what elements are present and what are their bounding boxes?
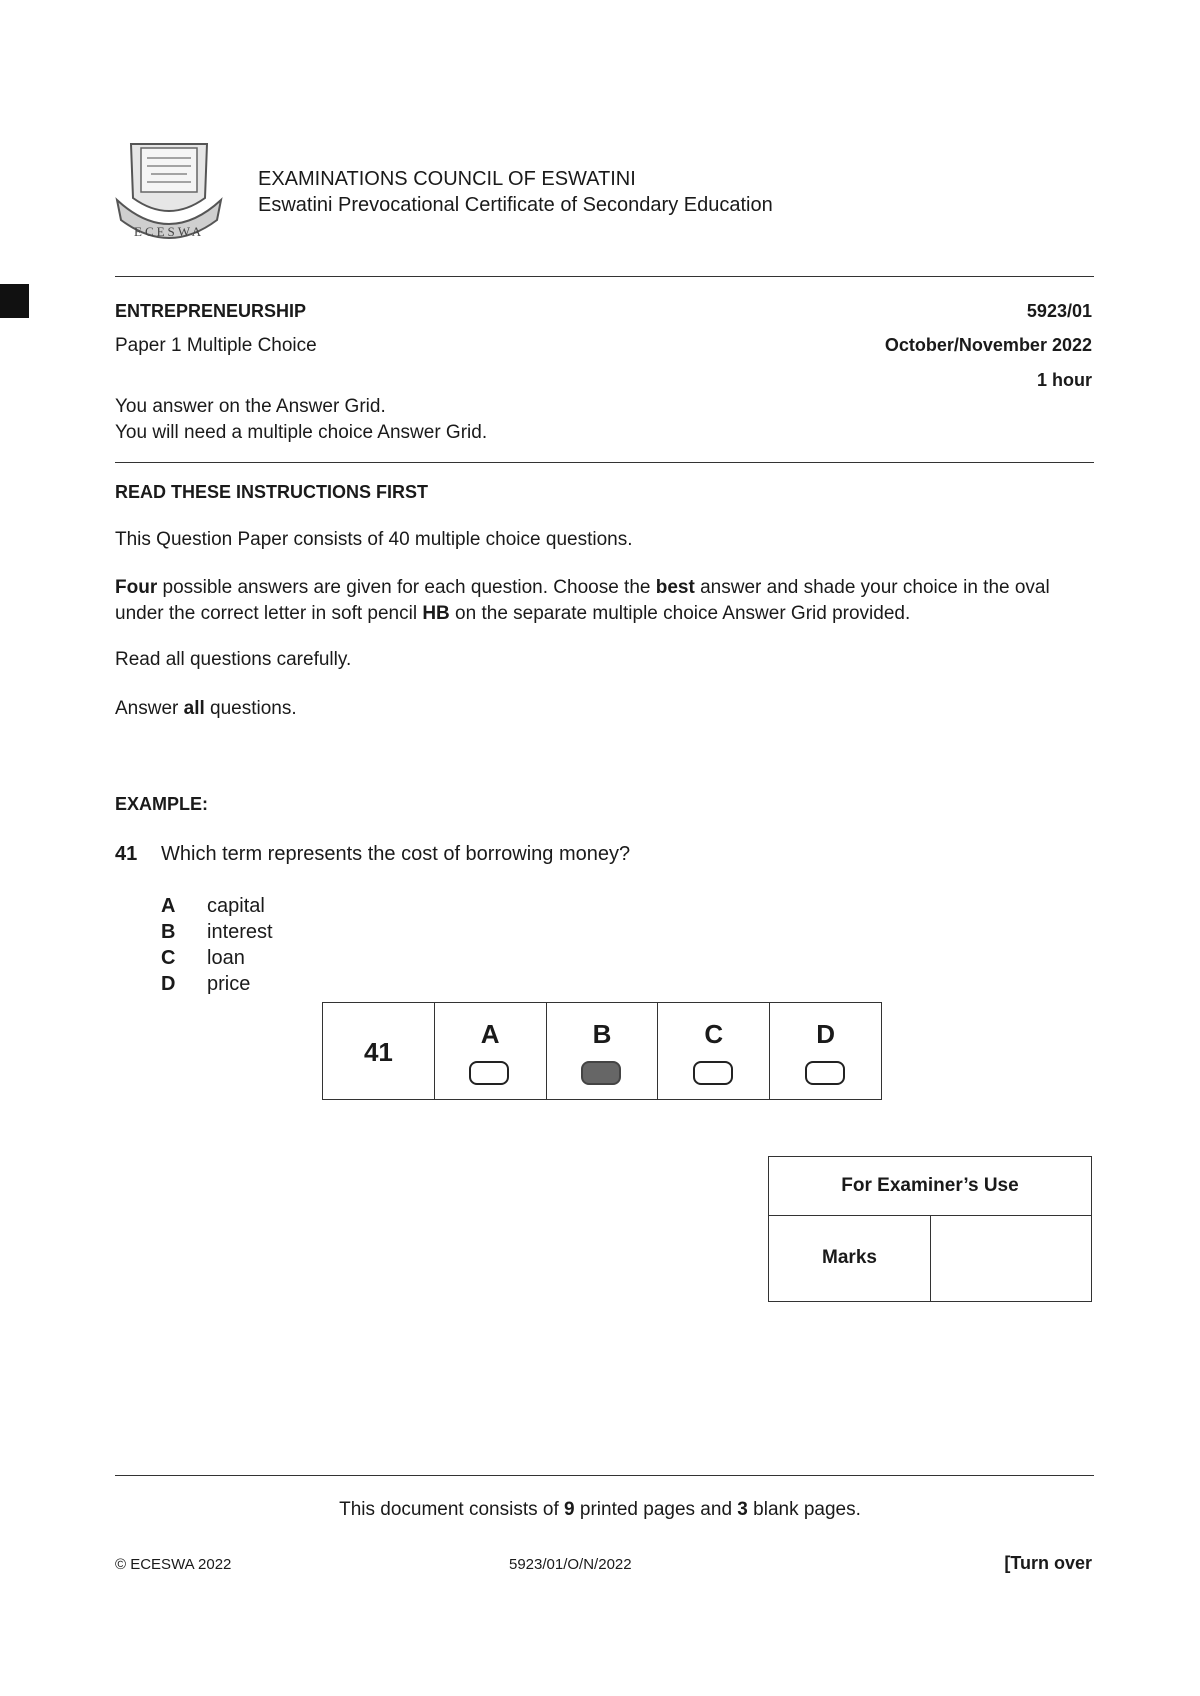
certificate-name: Eswatini Prevocational Certificate of Secondary Education xyxy=(258,194,773,216)
paper-reference: 5923/01/O/N/2022 xyxy=(509,1556,632,1573)
copyright: © ECESWA 2022 xyxy=(115,1556,232,1573)
answer-oval-b-shaded[interactable] xyxy=(581,1061,621,1085)
option-text: interest xyxy=(207,921,273,943)
paper-code: 5923/01 xyxy=(1026,301,1092,321)
grid-option-letter: A xyxy=(480,1019,500,1049)
instruction-read-carefully: Read all questions carefully. xyxy=(115,649,352,670)
page-count-text: This document consists of 9 printed pages and 3 blank pages. xyxy=(339,1499,861,1520)
council-name: EXAMINATIONS COUNCIL OF ESWATINI xyxy=(258,168,636,190)
footer-rule xyxy=(115,1475,1094,1476)
option-letter: B xyxy=(161,921,176,943)
answer-oval-d[interactable] xyxy=(805,1061,845,1085)
grid-option-letter: B xyxy=(592,1019,612,1049)
materials-text: You will need a multiple choice Answer Grid. xyxy=(115,422,488,443)
grid-question-number: 41 xyxy=(363,1037,393,1067)
turn-over: [Turn over xyxy=(1004,1553,1092,1573)
grid-option-cell-c xyxy=(658,1003,770,1099)
grid-option-cell-a xyxy=(435,1003,547,1099)
marks-label: Marks xyxy=(769,1215,931,1301)
grid-option-letter: D xyxy=(816,1019,835,1049)
examiner-use-heading: For Examiner’s Use xyxy=(769,1157,1091,1216)
header-rule xyxy=(115,276,1094,277)
option-letter: A xyxy=(161,895,176,917)
grid-option-cell-b xyxy=(547,1003,659,1099)
answer-oval-c[interactable] xyxy=(693,1061,733,1085)
grid-option-cell-d xyxy=(770,1003,881,1099)
option-letter: C xyxy=(161,947,176,969)
council-crest-logo xyxy=(113,136,225,246)
exam-session: October/November 2022 xyxy=(884,335,1092,355)
instructions-heading: READ THESE INSTRUCTIONS FIRST xyxy=(115,482,429,502)
example-heading: EXAMPLE: xyxy=(115,794,209,814)
instruction-question-count: This Question Paper consists of 40 multiple choice questions. xyxy=(115,529,633,550)
option-text: price xyxy=(207,973,251,995)
crest-band-text: ECESWA xyxy=(134,224,204,239)
option-text: loan xyxy=(207,947,245,969)
marks-entry[interactable] xyxy=(931,1215,1091,1301)
option-letter: D xyxy=(161,973,176,995)
grid-option-letter: C xyxy=(704,1019,724,1049)
instruction-answer-method: Four possible answers are given for each question. Choose the best answer and shade your choice in the oval under the correct letter in soft pencil HB on the separate multiple choice Answer Grid provided. xyxy=(115,577,1050,624)
subject-title: ENTREPRENEURSHIP xyxy=(115,301,307,321)
page-side-marker xyxy=(0,284,29,318)
example-question-number: 41 xyxy=(115,843,138,865)
paper-name: Paper 1 Multiple Choice xyxy=(115,335,317,356)
instructions-rule xyxy=(115,462,1094,463)
grid-question-cell xyxy=(323,1003,435,1099)
instruction-answer-all: Answer all questions. xyxy=(115,698,297,719)
examiner-use-box xyxy=(768,1156,1092,1302)
answer-oval-a[interactable] xyxy=(469,1061,509,1085)
exam-duration: 1 hour xyxy=(1036,370,1092,390)
option-text: capital xyxy=(207,895,265,917)
answer-on-text: You answer on the Answer Grid. xyxy=(115,396,386,417)
example-answer-grid xyxy=(322,1002,882,1100)
example-question-text: Which term represents the cost of borrowing money? xyxy=(161,843,631,865)
